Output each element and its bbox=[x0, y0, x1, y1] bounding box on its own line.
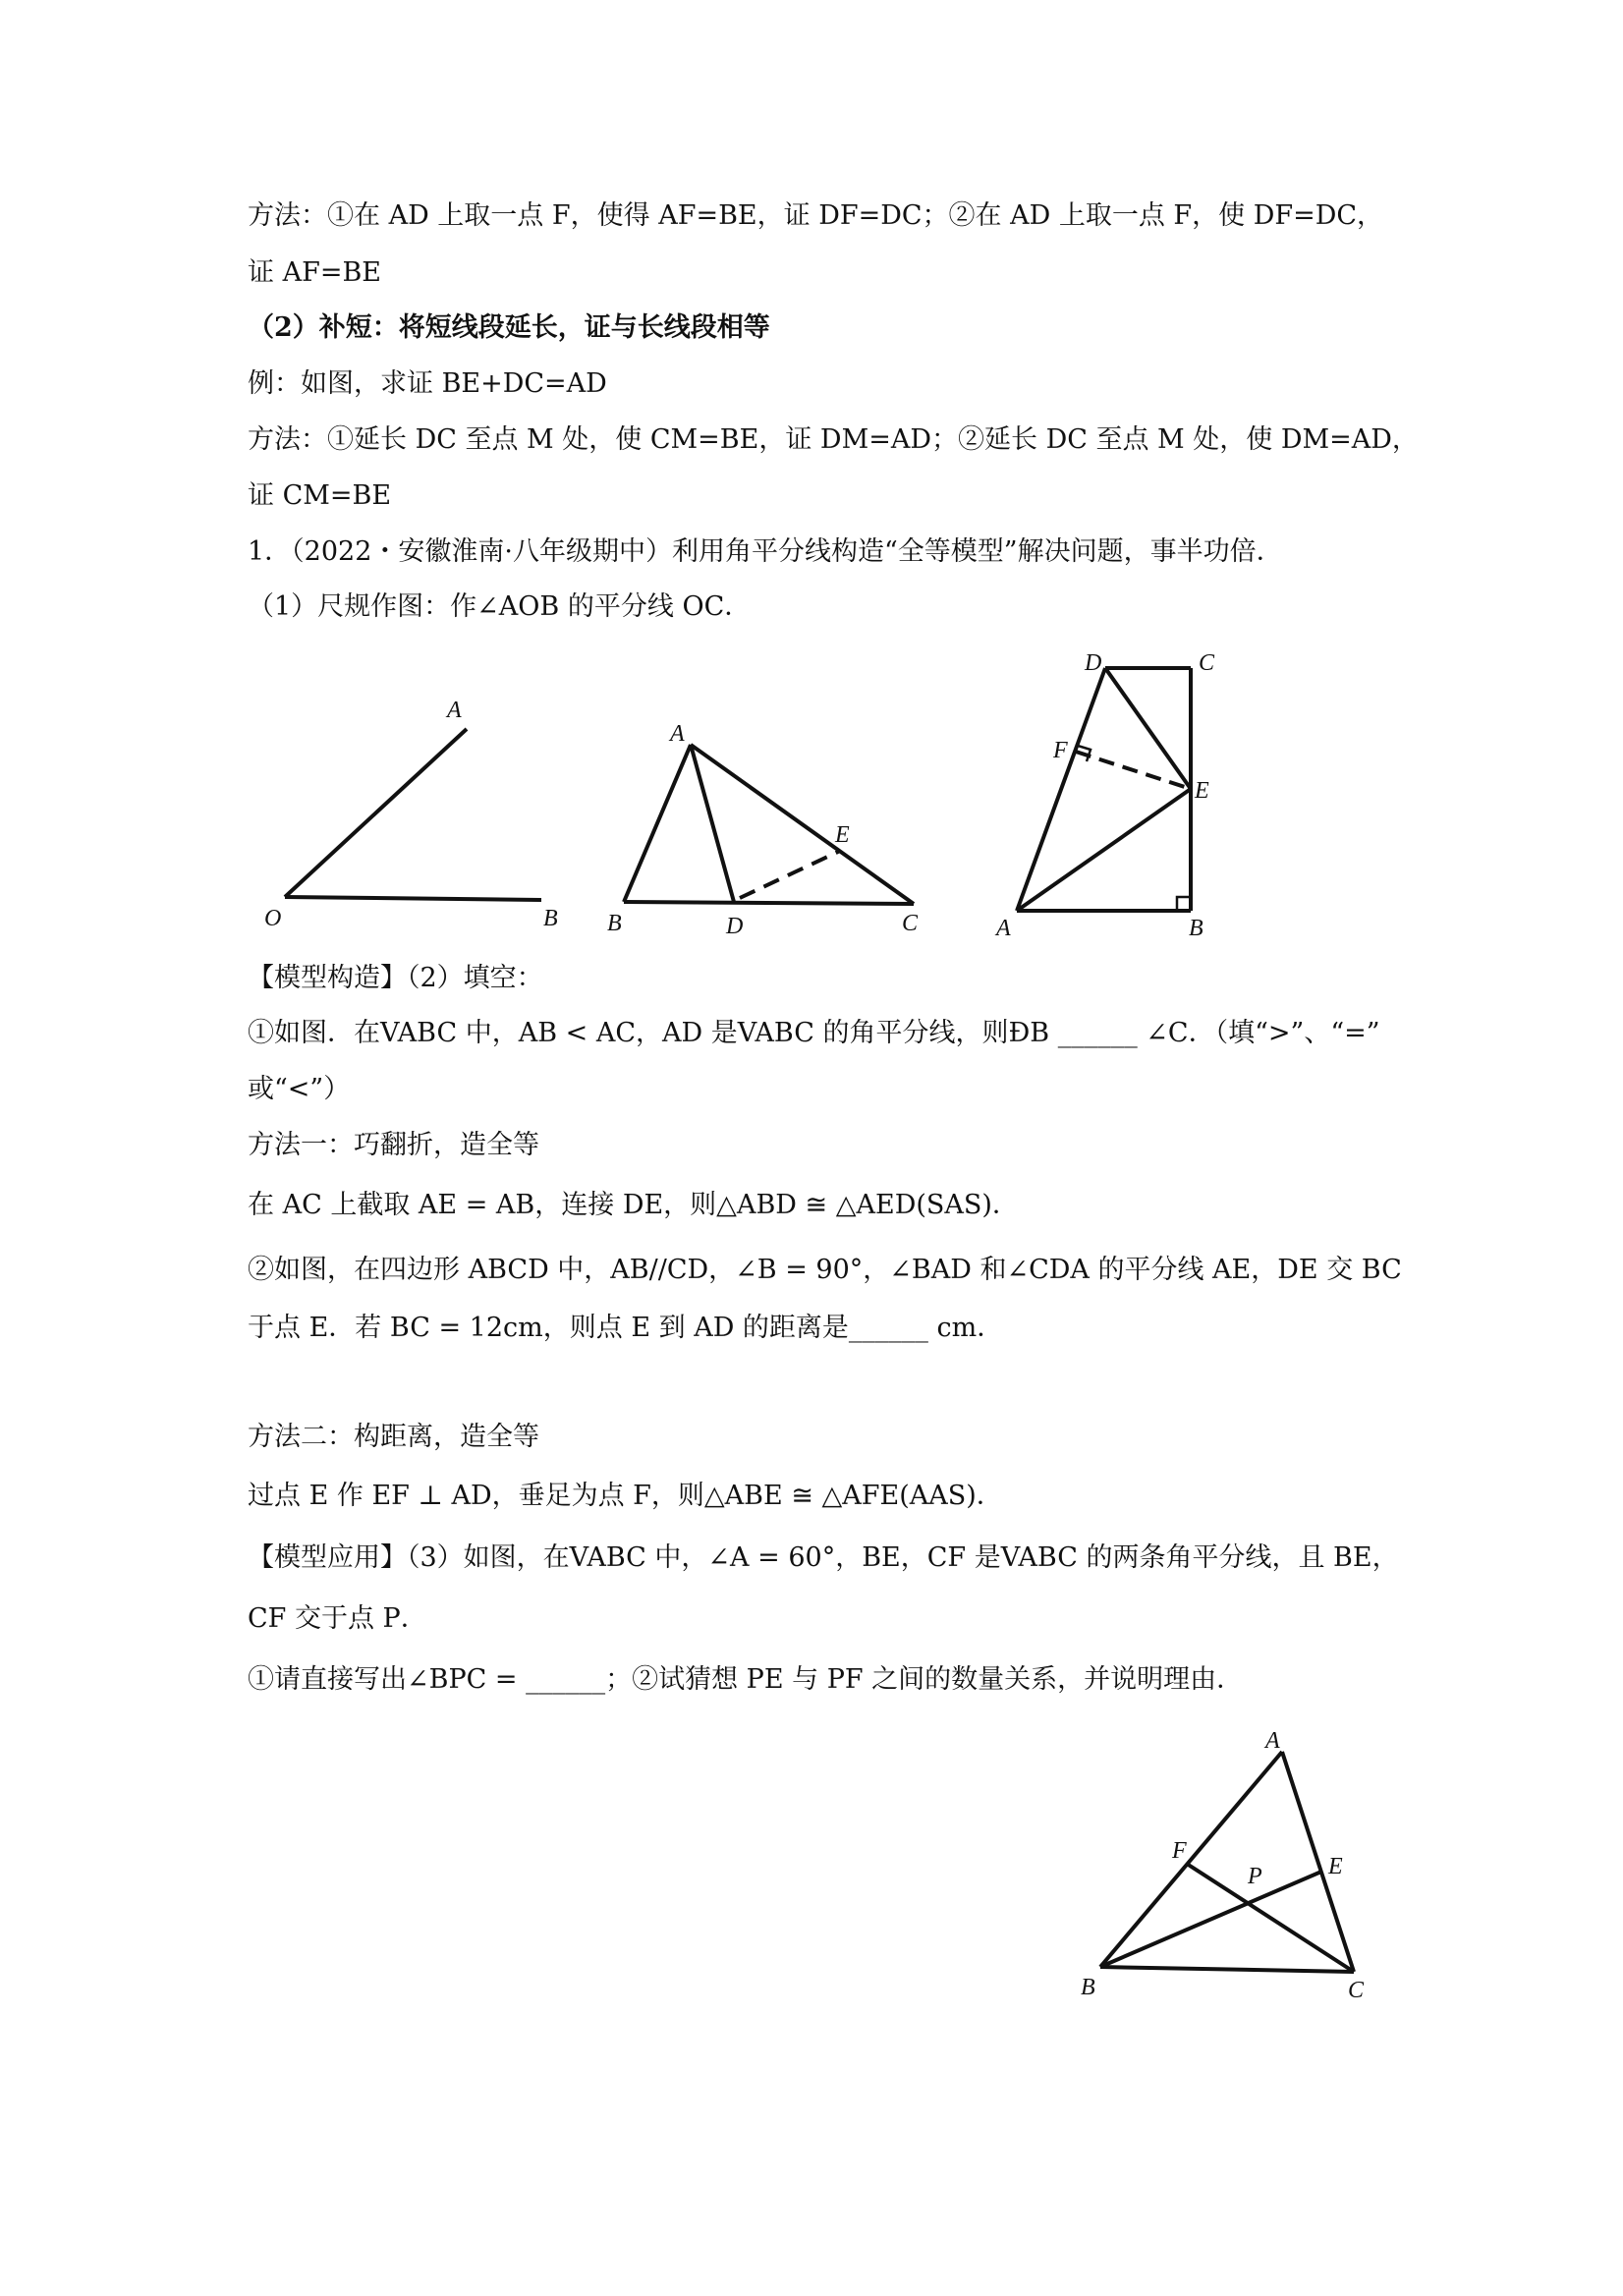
question-3: ①请直接写出∠BPC = ______；②试猜想 PE 与 PF 之间的数量关系，并说明理由． bbox=[248, 1664, 1244, 1695]
problem-part-1: （1）尺规作图：作∠AOB 的平分线 OC． bbox=[248, 591, 752, 622]
label-a: A bbox=[1265, 1728, 1280, 1754]
figure-quadrilateral-abcd bbox=[982, 644, 1238, 941]
model-apply-heading: 【模型应用】（3）如图，在VABC 中，∠A = 60°，BE，CF 是VABC 的两条角平分线，且 BE， bbox=[248, 1542, 1399, 1573]
figure-angle-aob bbox=[251, 688, 575, 933]
model-construct-heading: 【模型构造】（2）填空： bbox=[248, 963, 543, 993]
label-c: C bbox=[1199, 650, 1215, 676]
label-d: D bbox=[1085, 650, 1102, 676]
text-line-5: 方法：①延长 DC 至点 M 处，使 CM=BE，证 DM=AD；②延长 DC 至点 M 处，使 DM=AD， bbox=[248, 424, 1419, 455]
method-one-title: 方法一：巧翻折，造全等 bbox=[248, 1130, 539, 1160]
label-p: P bbox=[1248, 1864, 1262, 1889]
example-line: 例：如图，求证 BE+DC=AD bbox=[248, 368, 607, 399]
figure-triangle-fold bbox=[589, 707, 943, 943]
model-apply-cont: CF 交于点 P． bbox=[248, 1603, 427, 1634]
question-2-part-1: ①如图．在VABC 中，AB < AC，AD 是VABC 的角平分线，则ÐB ______ ∠C．（填“>”、“=” bbox=[248, 1018, 1380, 1048]
label-c: C bbox=[902, 911, 919, 936]
label-o: O bbox=[264, 906, 282, 931]
label-d: D bbox=[726, 914, 744, 939]
label-a: A bbox=[447, 698, 462, 723]
label-a: A bbox=[996, 916, 1011, 941]
method-two-text: 过点 E 作 EF ⊥ AD，垂足为点 F，则△ABE ≅ △AFE(AAS)． bbox=[248, 1481, 1003, 1511]
label-e: E bbox=[1328, 1854, 1343, 1879]
label-e: E bbox=[835, 822, 850, 848]
label-f: F bbox=[1172, 1838, 1187, 1864]
method-two-title: 方法二：构距离，造全等 bbox=[248, 1422, 539, 1452]
method-one-text: 在 AC 上截取 AE = AB，连接 DE，则△ABD ≅ △AED(SAS)． bbox=[248, 1190, 1019, 1220]
question-2-part-2-cont: 于点 E．若 BC = 12cm，则点 E 到 AD 的距离是______ cm． bbox=[248, 1313, 1004, 1343]
text-line-6: 证 CM=BE bbox=[248, 480, 392, 511]
problem-title: 1．（2022・安徽淮南·八年级期中）利用角平分线构造“全等模型”解决问题，事半功倍． bbox=[248, 536, 1283, 567]
figure-triangle-bisectors bbox=[1071, 1714, 1395, 2009]
question-2-part-2: ②如图，在四边形 ABCD 中，AB//CD，∠B = 90°，∠BAD 和∠CDA 的平分线 AE，DE 交 BC bbox=[248, 1255, 1402, 1285]
text-line-2: 证 AF=BE bbox=[248, 257, 381, 288]
label-c: C bbox=[1348, 1978, 1365, 2003]
question-2-part-1-cont: 或“<”） bbox=[248, 1074, 351, 1104]
text-line-1: 方法：①在 AD 上取一点 F，使得 AF=BE，证 DF=DC；②在 AD 上取一点 F，使 DF=DC， bbox=[248, 200, 1384, 231]
label-b: B bbox=[1189, 916, 1203, 941]
label-b: B bbox=[1081, 1975, 1095, 2000]
label-e: E bbox=[1195, 778, 1209, 804]
label-a: A bbox=[670, 721, 685, 747]
section-heading-supplement: （2）补短：将短线段延长，证与长线段相等 bbox=[248, 312, 770, 343]
label-b: B bbox=[607, 911, 622, 936]
label-f: F bbox=[1053, 738, 1068, 763]
label-b: B bbox=[543, 906, 558, 931]
